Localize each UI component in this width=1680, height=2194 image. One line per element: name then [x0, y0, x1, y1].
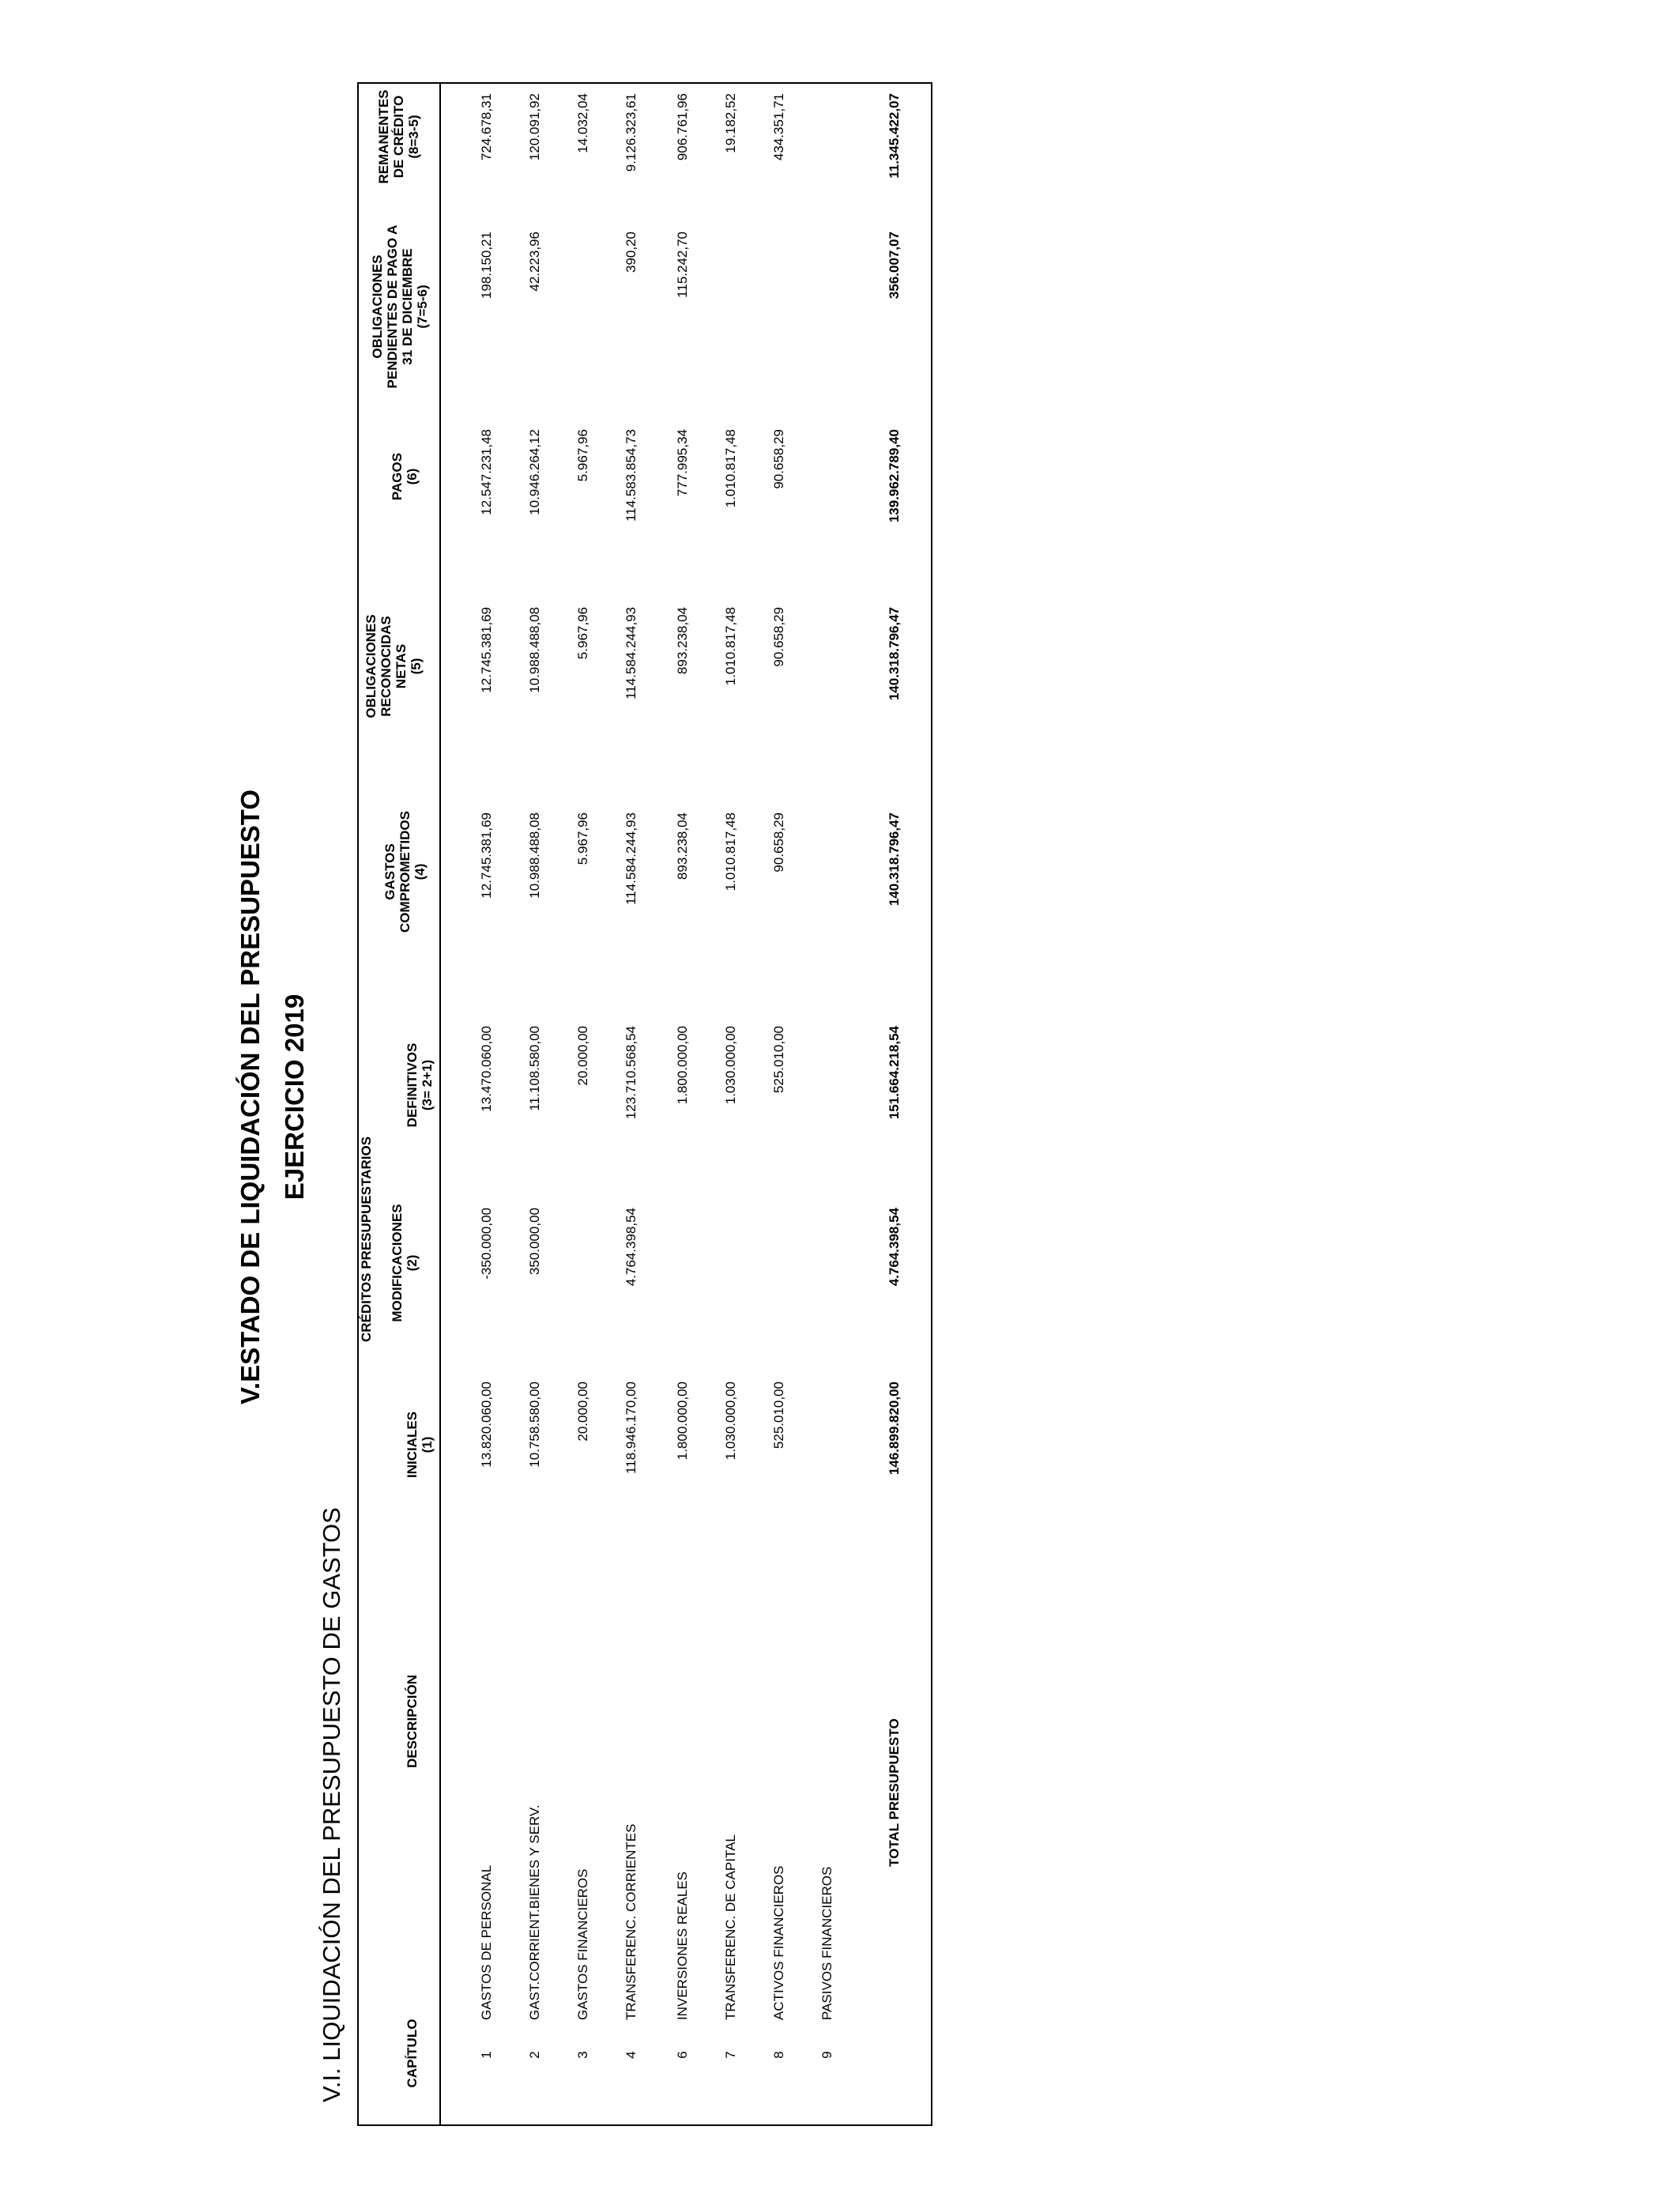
- cell-modificaciones: 350.000,00: [527, 1208, 542, 1276]
- cell-pagos: 90.658,29: [771, 429, 786, 489]
- header-remanentes-line: DE CRÉDITO: [391, 95, 406, 179]
- header-pendientes-line: 31 DE DICIEMBRE: [400, 248, 415, 365]
- cell-remanentes: 906.761,96: [675, 93, 690, 161]
- cell-remanentes: 19.182,52: [723, 93, 738, 153]
- cell-comprometidos: 10.988.488,08: [527, 812, 542, 899]
- cell-obligaciones: 12.745.381,69: [479, 607, 494, 693]
- cell-iniciales: 1.030.000,00: [723, 1382, 738, 1461]
- cell-descripcion: GASTOS DE PERSONAL: [479, 1864, 494, 2020]
- cell-remanentes: 14.032,04: [575, 93, 590, 153]
- cell-definitivos: 11.108.580,00: [527, 1026, 542, 1111]
- header-pendientes-line: OBLIGACIONES: [370, 254, 385, 359]
- header-descripcion: DESCRIPCIÓN: [405, 1674, 420, 1769]
- cell-obligaciones: 114.584.244,93: [623, 607, 638, 699]
- cell-definitivos: 1.030.000,00: [723, 1026, 738, 1105]
- cell-pendientes: 198.150,21: [479, 232, 494, 300]
- page-title: V.ESTADO DE LIQUIDACIÓN DEL PRESUPUESTO: [235, 789, 265, 1405]
- cell-iniciales: 10.758.580,00: [527, 1382, 542, 1468]
- cell-capitulo: 8: [771, 2051, 786, 2059]
- cell-definitivos: 123.710.568,54: [623, 1026, 638, 1120]
- header-modificaciones-line: (2): [405, 1254, 420, 1272]
- header-obligaciones-line: (5): [409, 658, 424, 675]
- cell-descripcion: GAST.CORRIENT.BIENES Y SERV.: [527, 1804, 542, 2020]
- cell-iniciales: 525.010,00: [771, 1382, 786, 1449]
- cell-pendientes: 390,20: [623, 232, 638, 273]
- header-capitulo: CAPÍTULO: [405, 2019, 420, 2088]
- cell-pagos: 12.547.231,48: [479, 429, 494, 515]
- cell-definitivos: 525.010,00: [771, 1026, 786, 1094]
- cell-descripcion: INVERSIONES REALES: [675, 1871, 690, 2020]
- cell-capitulo: 1: [479, 2051, 494, 2059]
- header-comprometidos-line: COMPROMETIDOS: [397, 811, 412, 933]
- cell-remanentes: 120.091,92: [527, 93, 542, 161]
- cell-pagos: 777.995,34: [675, 429, 690, 497]
- header-obligaciones-line: OBLIGACIONES: [363, 614, 379, 718]
- cell-iniciales: 13.820.060,00: [479, 1382, 494, 1468]
- header-comprometidos-line: GASTOS: [382, 843, 397, 900]
- total-pagos: 139.962.789,40: [887, 429, 902, 523]
- cell-capitulo: 9: [819, 2051, 834, 2059]
- header-modificaciones: [390, 1192, 420, 1334]
- total-pendientes: 356.007,07: [887, 232, 902, 300]
- cell-pagos: 5.967,96: [575, 429, 590, 482]
- cell-definitivos: 1.800.000,00: [675, 1026, 690, 1105]
- header-gastos-comprometidos: [382, 805, 428, 939]
- cell-comprometidos: 5.967,96: [575, 812, 590, 865]
- cell-modificaciones: 4.764.398,54: [623, 1208, 638, 1287]
- cell-definitivos: 13.470.060,00: [479, 1026, 494, 1112]
- header-pendientes-line: (7=5-6): [415, 285, 430, 329]
- cell-pagos: 1.010.817,48: [723, 429, 738, 508]
- cell-comprometidos: 893.238,04: [675, 812, 690, 880]
- cell-obligaciones: 90.658,29: [771, 607, 786, 667]
- header-iniciales-line: (1): [420, 1436, 435, 1453]
- cell-capitulo: 2: [527, 2051, 542, 2059]
- cell-definitivos: 20.000,00: [575, 1026, 590, 1086]
- cell-descripcion: PASIVOS FINANCIEROS: [819, 1866, 834, 2020]
- section-title: V.I. LIQUIDACIÓN DEL PRESUPUESTO DE GASTOS: [318, 1507, 345, 2102]
- cell-iniciales: 1.800.000,00: [675, 1382, 690, 1461]
- cell-iniciales: 20.000,00: [575, 1382, 590, 1442]
- header-remanentes-line: (8=3-5): [406, 115, 421, 159]
- header-iniciales-line: INICIALES: [405, 1411, 420, 1479]
- cell-pendientes: 115.242,70: [675, 232, 690, 298]
- cell-pendientes: 42.223,96: [527, 232, 542, 292]
- header-pagos-line: PAGOS: [390, 452, 405, 501]
- budget-table: [357, 82, 932, 2126]
- header-definitivos: [405, 1026, 435, 1144]
- header-remanentes-line: REMANENTES: [376, 89, 391, 184]
- header-remanentes: [376, 85, 421, 188]
- total-remanentes: 11.345.422,07: [887, 93, 902, 179]
- header-pendientes-line: PENDIENTES DE PAGO A: [385, 224, 400, 389]
- header-divider: [439, 84, 441, 2124]
- cell-capitulo: 6: [675, 2051, 690, 2059]
- cell-capitulo: 7: [723, 2051, 738, 2059]
- total-obligaciones: 140.318.796,47: [887, 607, 902, 701]
- header-comprometidos-line: (4): [412, 863, 428, 880]
- cell-comprometidos: 1.010.817,48: [723, 812, 738, 892]
- header-obligaciones-line: NETAS: [394, 643, 409, 689]
- total-comprometidos: 140.318.796,47: [887, 812, 902, 907]
- cell-obligaciones: 5.967,96: [575, 607, 590, 660]
- cell-obligaciones: 10.988.488,08: [527, 607, 542, 693]
- header-definitivos-line: DEFINITIVOS: [405, 1042, 420, 1128]
- cell-comprometidos: 114.584.244,93: [623, 812, 638, 905]
- cell-descripcion: TRANSFERENC. DE CAPITAL: [723, 1834, 738, 2020]
- cell-obligaciones: 893.238,04: [675, 607, 690, 675]
- header-pagos-line: (6): [405, 468, 420, 485]
- cell-capitulo: 3: [575, 2051, 590, 2059]
- header-iniciales: [405, 1382, 435, 1508]
- cell-descripcion: ACTIVOS FINANCIEROS: [771, 1865, 786, 2020]
- cell-remanentes: 9.126.323,61: [623, 93, 638, 172]
- header-definitivos-line: (3= 2+1): [420, 1059, 435, 1111]
- cell-iniciales: 118.946.170,00: [623, 1382, 638, 1474]
- page-subtitle: EJERCICIO 2019: [280, 993, 309, 1201]
- header-obligaciones-pendientes: [370, 220, 430, 394]
- header-obligaciones-reconocidas: [363, 603, 424, 729]
- cell-capitulo: 4: [623, 2051, 638, 2059]
- total-label: TOTAL PRESUPUESTO: [887, 1718, 902, 1867]
- cell-comprometidos: 12.745.381,69: [479, 812, 494, 899]
- cell-obligaciones: 1.010.817,48: [723, 607, 738, 686]
- total-iniciales: 146.899.820,00: [887, 1382, 902, 1476]
- cell-modificaciones: -350.000,00: [479, 1208, 494, 1280]
- total-modificaciones: 4.764.398,54: [887, 1208, 902, 1287]
- total-definitivos: 151.664.218,54: [887, 1026, 902, 1120]
- cell-descripcion: GASTOS FINANCIEROS: [575, 1868, 590, 2020]
- header-obligaciones-line: RECONOCIDAS: [379, 616, 394, 717]
- cell-remanentes: 724.678,31: [479, 93, 494, 161]
- cell-remanentes: 434.351,71: [771, 93, 786, 161]
- header-creditos-group: CRÉDITOS PRESUPUESTARIOS: [359, 1136, 374, 1343]
- cell-pagos: 114.583.854,73: [623, 429, 638, 522]
- cell-descripcion: TRANSFERENC. CORRIENTES: [623, 1823, 638, 2020]
- header-modificaciones-line: MODIFICACIONES: [390, 1204, 405, 1322]
- header-pagos: [390, 433, 420, 520]
- cell-comprometidos: 90.658,29: [771, 812, 786, 873]
- cell-pagos: 10.946.264,12: [527, 429, 542, 515]
